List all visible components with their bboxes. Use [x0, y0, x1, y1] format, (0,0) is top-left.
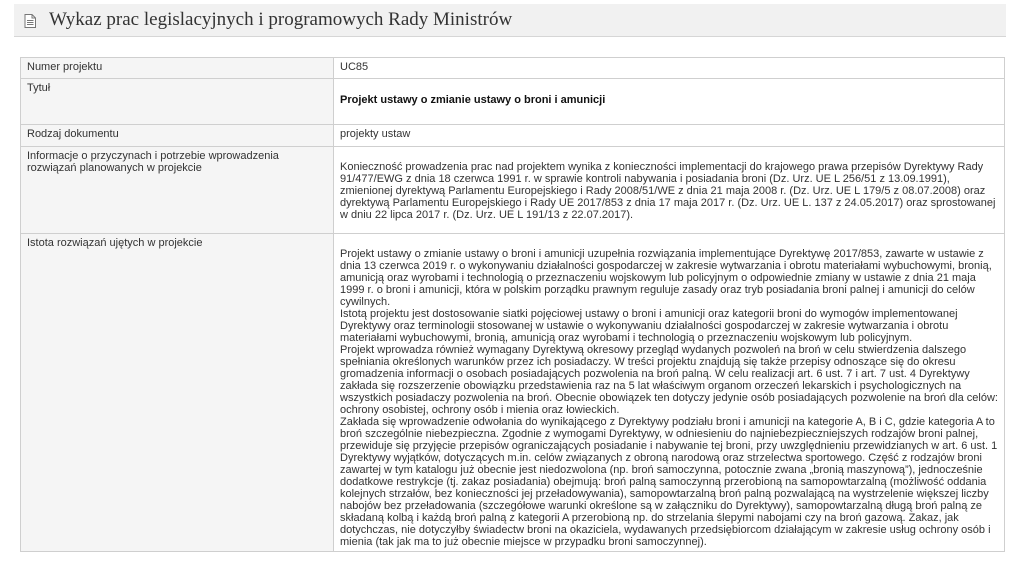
solutions-cell: [334, 234, 1005, 552]
reasons-text: Konieczność prowadzenia prac nad projektem wynika z konieczności implementacji do krajowego prawa przepisów Dyrektywy Rady 91/477/EWG z dnia 18 czerwca 1991 r. w sprawie kontroli nabywania i posiadania broni (Dz. Urz. UE L 256/51 z 13.09.1991), zmienionej dyrektywą Parlamentu Europejskiego i Rady 2008/51/WE z dnia 21 maja 2008 r. (Dz. Urz. UE L 179/5 z 08.07.2008) oraz dyrektywą Parlamentu Europejskiego i Rady UE 2017/853 z dnia 17 maja 2017 r. (Dz. Urz. UE L. 137 z 24.05.2017) oraz sprostowanej w dniu 22 lipca 2017 r. (Dz. Urz. UE L 191/13 z 22.07.2017).: [340, 161, 996, 221]
row-label: Tytuł: [21, 79, 334, 125]
row-label: Istota rozwiązań ujętych w projekcie: [21, 234, 334, 552]
table-row: [21, 125, 1005, 147]
solutions-paragraph: Projekt ustawy o zmianie ustawy o broni i amunicji uzupełnia rozwiązania implementujące Dyrektywę 2017/853, zawarte w ustawie z dnia 13 czerwca 2019 r. o wykonywaniu działalności gospodarczej w zakresie wytwarzania i obrotu materiałami wybuchowymi, bronią, amunicją oraz wyrobami i technologią o przeznaczeniu wojskowym lub policyjnym o odpowiednie zmiany w ustawie z dnia 21 maja 1999 r. o broni i amunicji, która w polskim porządku prawnym reguluje zasady oraz tryb posiadania broni palnej i amunicji do celów cywilnych.: [340, 248, 992, 308]
solutions-paragraph: Istotą projektu jest dostosowanie siatki pojęciowej ustawy o broni i amunicji oraz kategorii broni do wymogów implementowanej Dyrektywy oraz terminologii stosowanej w ustawie o wykonywaniu działalności gospodarczej w zakresie wytwarzania i obrotu materiałami wybuchowymi, bronią, amunicją oraz wyrobami i technologią o przeznaczeniu wojskowym lub policyjnym.: [340, 308, 958, 344]
row-label: Numer projektu: [21, 58, 334, 79]
project-title-cell: [334, 79, 1005, 125]
solutions-paragraph: Projekt wprowadza również wymagany Dyrektywą okresowy przegląd wydanych pozwoleń na broń w celu stwierdzenia dalszego spełniania określonych warunków przez ich posiadaczy. W treści projektu znajdują się także przepisy odnoszące się do okresu gromadzenia informacji o osobach posiadających pozwolenia na broń palną. W celu realizacji art. 6 ust. 7 i art. 7 ust. 4 Dyrektywy zakłada się rozszerzenie obowiązku przedstawienia raz na 5 lat właściwym organom orzeczeń lekarskich i psychologicznych na wszystkich posiadaczy pozwolenia na broń. Obecnie obowiązek ten dotyczy jedynie osób posiadających pozwolenie na broń dla celów: ochrony osobistej, ochrony osób i mienia oraz łowieckich.: [340, 344, 998, 416]
table-row: [21, 147, 1005, 234]
project-title: Projekt ustawy o zmianie ustawy o broni i amunicji: [340, 94, 606, 106]
row-label: Informacje o przyczynach i potrzebie wprowadzenia rozwiązań planowanych w projekcie: [21, 147, 334, 234]
project-details-table: [20, 57, 1005, 552]
table-row: [21, 58, 1005, 79]
project-number: UC85: [334, 58, 1005, 79]
reasons-cell: [334, 147, 1005, 234]
table-row: [21, 234, 1005, 552]
document-type: projekty ustaw: [334, 125, 1005, 147]
row-label: Rodzaj dokumentu: [21, 125, 334, 147]
document-icon: [24, 14, 36, 28]
page-title: Wykaz prac legislacyjnych i programowych Rady Ministrów: [49, 9, 513, 30]
solutions-paragraph: Zakłada się wprowadzenie odwołania do wynikającego z Dyrektywy podziału broni i amunicji na kategorie A, B i C, gdzie kategoria A to broń szczególnie niebezpieczna. Zgodnie z wymogami Dyrektywy, w odniesieniu do najniebezpieczniejszych rodzajów broni palnej, przewiduje się przyjęcie przepisów ograniczających posiadanie i nabywanie tej broni, przy uwzględnieniu przewidzianych w art. 6 ust. 1 Dyrektywy wyjątków, dotyczących m.in. celów związanych z obroną narodową oraz strzelectwa sportowego. Część z rodzajów broni zawartej w tym katalogu już obecnie jest niedozwolona (np. broń samoczynna, potocznie zwana „bronią maszynową”), jednocześnie dodatkowe restrykcje (tj. zakaz posiadania) obejmują: broń palną samoczynną przerobioną na samopowtarzalną (możliwość oddania kolejnych strzałów, bez konieczności jej przeładowywania), samopowtarzalną broń palną pozwalającą na wystrzelenie większej liczby nabojów bez przeładowania (szczegółowe warunki określone są w załączniku do Dyrektywy), samopowtarzalną długą broń palną ze składaną kolbą i każdą broń palną z kategorii A przerobioną np. do strzelania ślepymi nabojami czy na broń gazową. Zakaz, jak dotychczas, nie dotyczyłby świadectw broni na okaziciela, wydawanych przedsiębiorcom działającym w zakresie usług ochrony osób i mienia (tak jak ma to już obecnie miejsce w przypadku broni samoczynnej).: [340, 416, 998, 548]
table-row: [21, 79, 1005, 125]
page-header: [14, 4, 1006, 37]
